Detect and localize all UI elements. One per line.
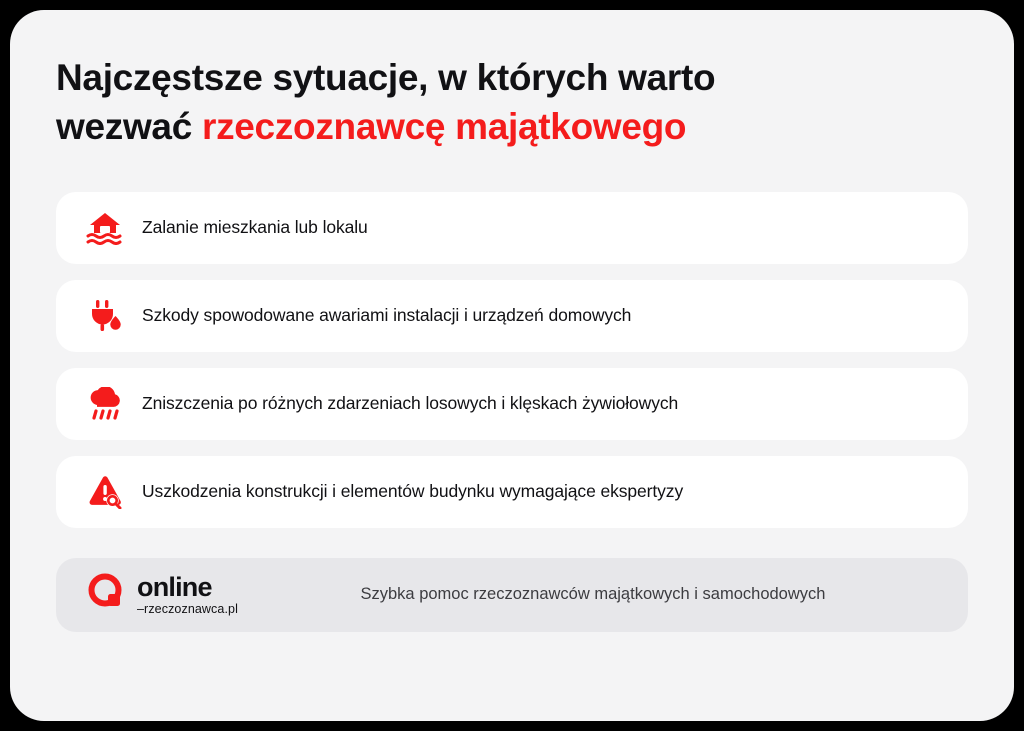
warning-triangle-magnifier-icon [82, 469, 128, 515]
brand-mark-icon [86, 571, 128, 618]
brand-logo-text [137, 571, 238, 616]
list-item-label: Szkody spowodowane awariami instalacji i urządzeń domowych [142, 305, 632, 326]
list-item [56, 192, 968, 264]
list-item-label: Zniszczenia po różnych zdarzeniach losowych i klęskach żywiołowych [142, 393, 679, 414]
electric-plug-fire-icon [82, 293, 128, 339]
list-item [56, 280, 968, 352]
title-line-2-accent: rzeczoznawcę majątkowego [201, 105, 687, 147]
brand-domain: –rzeczoznawca.pl [137, 601, 238, 616]
situations-list [56, 192, 968, 528]
list-item [56, 368, 968, 440]
info-card [10, 10, 1014, 721]
brand-name: online [137, 571, 212, 602]
list-item-label: Zalanie mieszkania lub lokalu [142, 217, 368, 238]
list-item-label: Uszkodzenia konstrukcji i elementów budynku wymagające ekspertyzy [142, 481, 684, 502]
footer-bar [56, 558, 968, 632]
page-title [56, 54, 936, 152]
title-line-2-plain: wezwać [56, 105, 202, 147]
list-item [56, 456, 968, 528]
flood-house-icon [82, 205, 128, 251]
storm-cloud-rain-icon [82, 381, 128, 427]
brand-logo [86, 571, 238, 618]
title-line-1: Najczęstsze sytuacje, w których warto [56, 57, 716, 98]
footer-tagline: Szybka pomoc rzeczoznawców majątkowych i samochodowych [360, 585, 826, 604]
